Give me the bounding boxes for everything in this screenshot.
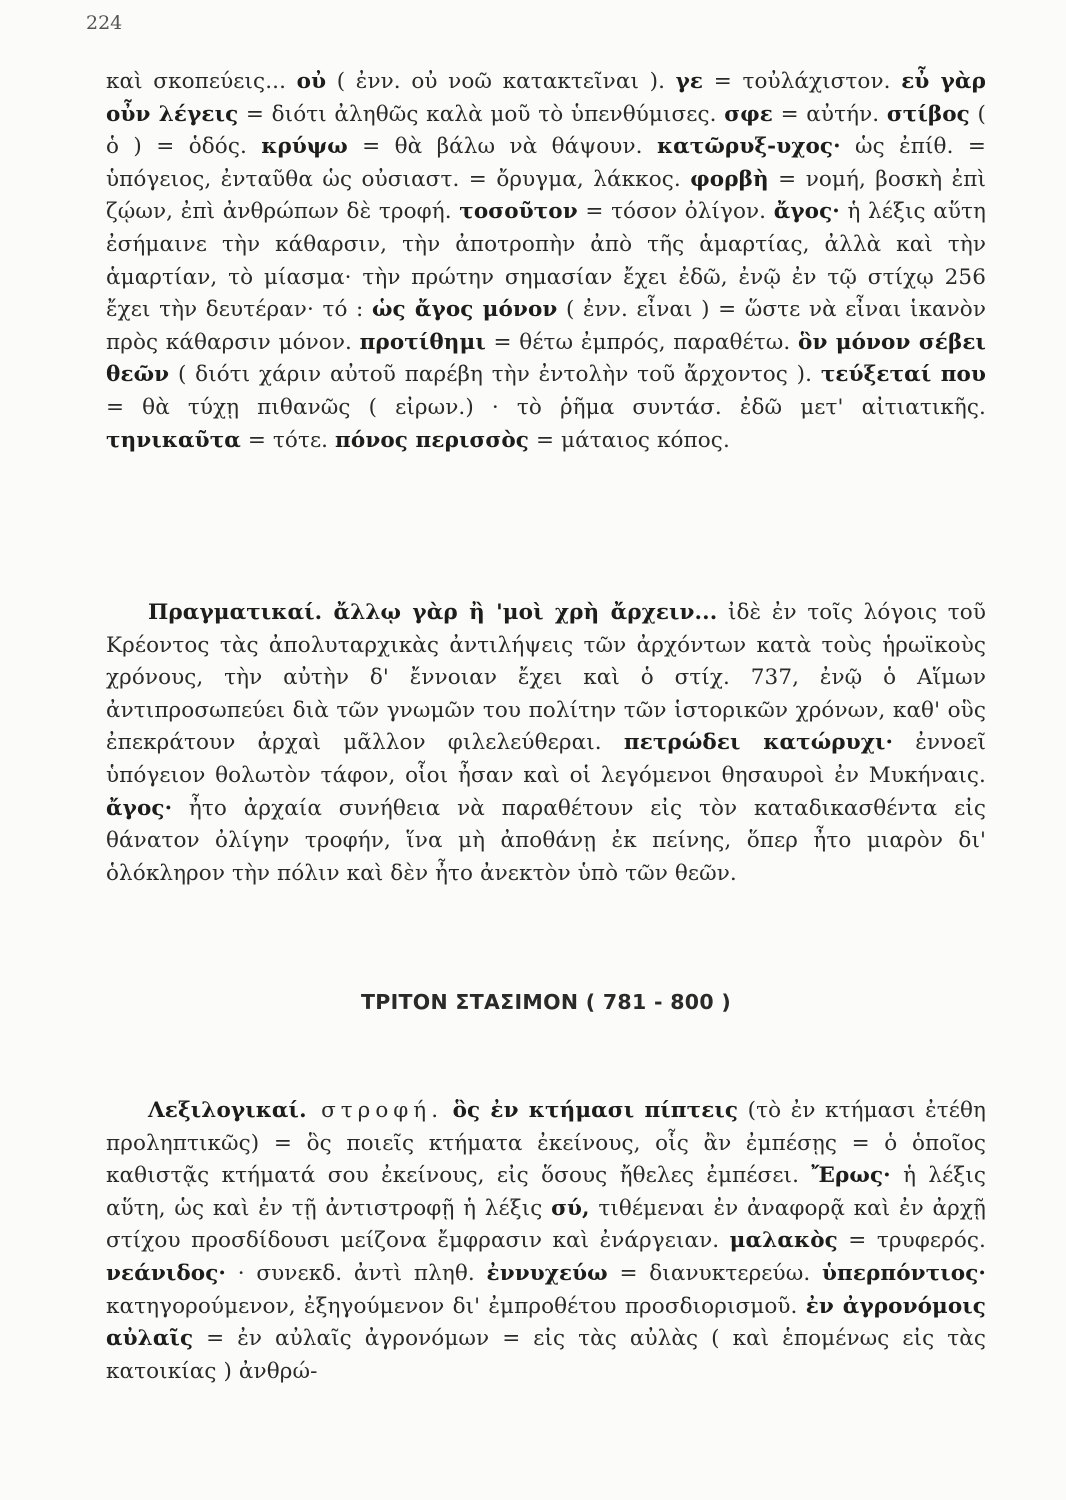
- gloss-text: τιθέμεναι ἐν ἀναφορᾷ καὶ ἐν ἀρχῇ στίχου προσδίδουσι μείζονα ἔμφρασιν καὶ ἐνάργειαν.: [106, 1195, 986, 1254]
- glossary-paragraph-2: [106, 1095, 986, 1388]
- gloss-text: ( διότι χάριν αὐτοῦ παρέβη τὴν ἐντολὴν τοῦ ἄρχοντος ).: [169, 362, 821, 388]
- headword: κρύψω: [261, 134, 348, 160]
- headword: ἐννυχεύω: [486, 1260, 608, 1286]
- gloss-text: [443, 1098, 453, 1123]
- headword: ἐν ἀγρονόμοις αὐλαῖς: [106, 1293, 987, 1352]
- gloss-text: = θὰ τύχῃ πιθανῶς ( εἰρων.) · τὸ ῥῆμα συντάσ. ἐδῶ μετ' αἰτιατικῆς.: [106, 394, 986, 420]
- headword: προτίθημι: [359, 329, 486, 355]
- gloss-text: ἡ λέξις αὕτη ἐσήμαινε τὴν κάθαρσιν, τὴν ἀποτροπὴν ἀπὸ τῆς ἁμαρτίας, ἀλλὰ καὶ τὴν ἁμαρτίαν, τὸ μίασμα· τὴν πρώτην σημασίαν ἔχει ἐδῶ, ἐνῷ ἐν τῷ στίχῳ 256 ἔχει τὴν δευτέραν· τό :: [106, 199, 986, 323]
- headword: τεύξεταί που: [820, 362, 986, 388]
- headword: ὃς ἐν κτήμασι πίπτεις: [452, 1098, 739, 1123]
- headword: φορβὴ: [690, 166, 769, 192]
- gloss-text: = τόσον ὀλίγον.: [577, 199, 774, 225]
- page-number: 224: [86, 12, 123, 34]
- gloss-text: = θὰ βάλω νὰ θάψουν.: [347, 134, 657, 160]
- gloss-text: ἐννοεῖ ὑπόγειον θολωτὸν τάφον, οἷοι ἦσαν καὶ οἱ λεγόμενοι θησαυροὶ ἐν Μυκήναις.: [106, 730, 986, 788]
- headword: ὡς ἄγος μόνον: [371, 297, 558, 323]
- headword: ὃν μόνον σέβει θεῶν: [106, 329, 986, 388]
- headword: στίβος: [886, 101, 970, 127]
- gloss-text: κατηγορούμενον, ἐξηγούμενον δι' ἐμπροθέτου προσδιορισμοῦ.: [106, 1293, 806, 1319]
- gloss-text: = ἐν αὐλαῖς ἀγρονόμων = εἰς τὰς αὐλὰς ( καὶ ἑπομένως εἰς τὰς κατοικίας ) ἀνθρώ-: [106, 1326, 986, 1384]
- headword: κατῶρυξ-υχος·: [656, 134, 841, 160]
- gloss-text: · συνεκδ. ἀντὶ πληθ.: [226, 1260, 487, 1286]
- headword: Λεξιλογικαί.: [148, 1098, 307, 1123]
- gloss-text: ( ὁ ) = ὁδός.: [106, 101, 986, 160]
- gloss-text: = διανυκτερεύω.: [607, 1260, 822, 1286]
- gloss-text: = θέτω ἐμπρός, παραθέτω.: [485, 329, 798, 355]
- spaced-label: στροφή.: [306, 1098, 444, 1123]
- glossary-paragraph-1: [106, 66, 986, 457]
- headword: ἄγος·: [773, 199, 840, 225]
- gloss-text: ἰδὲ ἐν τοῖς λόγοις τοῦ Κρέοντος τὰς ἀπολυταρχικὰς ἀντιλήψεις τῶν ἀρχόντων κατὰ τοὺς ἡρωϊκοὺς χρόνους, τὴν αὐτὴν δ' ἔννοιαν ἔχει καὶ ὁ στίχ. 737, ἐνῷ ὁ Αἵμων ἀντιπροσωπεύει διὰ τῶν γνωμῶν του πολίτην τῶν ἱστορικῶν χρόνων, καθ' οὓς ἐπεκράτουν ἀρχαὶ μᾶλλον φιλελεύθεραι.: [106, 600, 986, 756]
- gloss-text: ( ἐνν. οὐ νοῶ κατακτεῖναι ).: [326, 69, 676, 94]
- headword: Ἔρως·: [811, 1163, 891, 1189]
- headword: νεάνιδος·: [106, 1260, 227, 1286]
- headword: γε: [675, 69, 704, 94]
- gloss-text: = νομή, βοσκὴ ἐπὶ ζῴων, ἐπὶ ἀνθρώπων δὲ τροφή.: [106, 166, 986, 225]
- section-heading: ΤΡΙΤΟΝ ΣΤΑΣΙΜΟΝ ( 781 - 800 ): [360, 990, 732, 1014]
- headword: τοσοῦτον: [459, 199, 578, 225]
- gloss-text: ἦτο ἀρχαία συνήθεια νὰ παραθέτουν εἰς τὸν καταδικασθέντα εἰς θάνατον ὀλίγην τροφήν, ἵνα μὴ ἀποθάνῃ ἐκ πείνης, ὅπερ ἦτο μιαρὸν δι' ὁλόκληρον τὴν πόλιν καὶ δὲν ἦτο ἀνεκτὸν ὑπὸ τῶν θεῶν.: [106, 795, 986, 886]
- gloss-text: = τότε.: [240, 427, 336, 453]
- gloss-text: ὡς ἐπίθ. = ὑπόγειος, ἐνταῦθα ὡς οὐσιαστ. = ὄρυγμα, λάκκος.: [106, 134, 987, 192]
- gloss-text: (τὸ ἐν κτήμασι ἐτέθη προληπτικῶς) = ὃς ποιεῖς κτήματα ἐκείνους, οἷς ἂν ἐμπέσῃς = ὁ ὁποῖος καθιστᾷς κτήματά σου ἐκείνους, εἰς ὅσους ἤθελες ἐμπέσει.: [106, 1098, 987, 1189]
- gloss-text: ἡ λέξις αὕτη, ὡς καὶ ἐν τῇ ἀντιστροφῇ ἡ λέξις: [106, 1163, 986, 1221]
- gloss-text: = τοὐλάχιστον.: [703, 69, 902, 94]
- gloss-text: ( ἐνν. εἶναι ) = ὥστε νὰ εἶναι ἱκανὸν πρὸς κάθαρσιν μόνον.: [106, 297, 986, 355]
- headword: ὑπερπόντιος·: [821, 1260, 986, 1286]
- commentary-paragraph: [106, 597, 986, 890]
- gloss-text: = μάταιος κόπος.: [529, 427, 730, 453]
- headword: ἄγος·: [106, 795, 173, 821]
- headword: μαλακὸς: [729, 1228, 838, 1254]
- headword: πόνος περισσὸς: [335, 427, 530, 453]
- headword: πετρώδει κατώρυχι·: [623, 730, 894, 756]
- gloss-text: καὶ σκοπεύεις...: [106, 69, 297, 94]
- gloss-text: = τρυφερός.: [837, 1228, 986, 1254]
- headword: σύ,: [551, 1195, 590, 1221]
- headword: Πραγματικαί. ἄλλῳ γὰρ ἢ 'μοὶ χρὴ ἄρχειν...: [148, 600, 718, 625]
- headword: εὖ γὰρ οὖν λέγεις: [106, 69, 986, 127]
- gloss-text: = αὐτήν.: [772, 101, 887, 127]
- headword: σφε: [724, 101, 773, 127]
- gloss-text: = διότι ἀληθῶς καλὰ μοῦ τὸ ὑπενθύμισες.: [238, 101, 725, 127]
- headword: οὐ: [296, 69, 327, 94]
- headword: τηνικαῦτα: [106, 427, 241, 453]
